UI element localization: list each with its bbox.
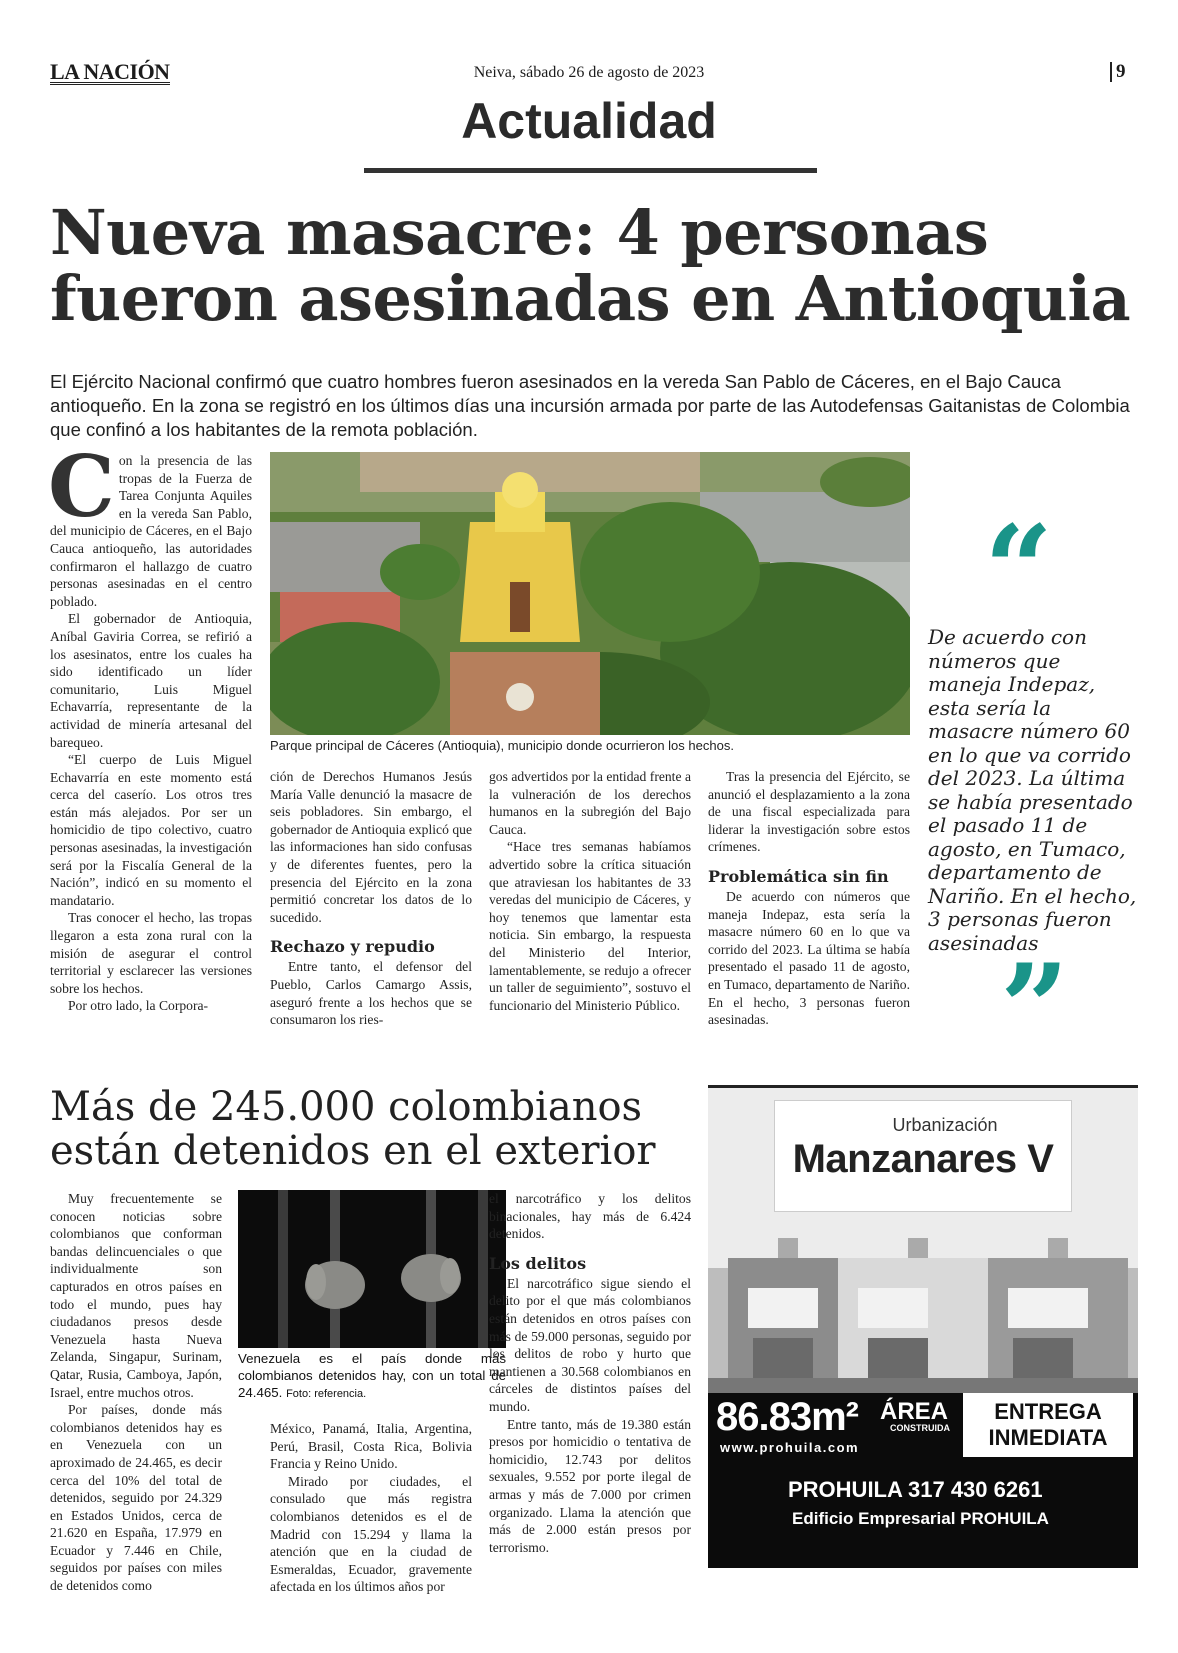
article1-col1-paragraph: “El cuerpo de Luis Miguel Echavarría en este momento está cerca del caserío. Los otros tres están más alejados. Por ser un homicidio de tipo colectivo, cuatro personas asesinadas, la investigación será por la Fiscalía General de la Nación”, indicó en su momento el mandatario.: [50, 752, 252, 908]
ad-delivery-line2: INMEDIATA: [988, 1425, 1108, 1450]
photo-credit: Foto: referencia.: [286, 1388, 367, 1400]
section-title: Actualidad: [461, 93, 717, 149]
ad-houses-photo: [708, 1088, 1138, 1393]
ad-website-link[interactable]: www.prohuila.com: [720, 1440, 860, 1455]
photo-caption: Parque principal de Cáceres (Antioquia), municipio donde ocurrieron los hechos.: [270, 738, 734, 753]
article1-col2-paragraph: Entre tanto, el defensor del Pueblo, Carlos Camargo Assis, aseguró frente a los hechos que se consumaron los ries-: [270, 959, 472, 1028]
article1-col1-paragraph: El gobernador de Antioquia, Aníbal Gaviria Correa, se refirió a los asesinatos, entre los cuales ha sido identificado un líder comunitario, Luis Miguel Echavarría, representante de la actividad de minería artesanal del barequeo.: [50, 611, 252, 750]
ad-phone-number[interactable]: 317 430 6261: [908, 1477, 1043, 1502]
housing-advertisement[interactable]: [708, 1085, 1138, 1565]
dateline: Neiva, sábado 26 de agosto de 2023: [473, 64, 705, 81]
article2-col3-paragraph: Entre tanto, más de 19.380 están presos por homicidio o tentativa de homicidio, 12.743 por delitos sexuales, 9.552 por porte ilegal de armas y más de 7.000 por crimen organizado. Llama la atención que más de 2.000 están presos por terrorismo.: [489, 1416, 691, 1555]
article1-col3-paragraph: gos advertidos por la entidad frente a la vulneración de los derechos humanos en la subregión del Bajo Cauca.: [489, 769, 691, 837]
pull-quote: [928, 499, 1138, 1079]
subhead-problematica: Problemática sin fin: [708, 866, 889, 886]
page-number: 9: [1110, 62, 1126, 82]
article2-col2-paragraph: Mirado por ciudades, el consulado que más registra colombianos detenidos es el de Madrid con 15.294 y llama la atención que en la ciudad de Esmeraldas, Ecuador, gravemente afectada en los últimos años por: [270, 1473, 472, 1595]
ad-delivery-badge: [963, 1393, 1133, 1457]
prison-bars-photo: [238, 1190, 506, 1348]
article1-headline-line2: fueron asesinadas en Antioquia: [50, 262, 1131, 335]
article1-col2-paragraph: ción de Derechos Humanos Jesús María Valle denunció la masacre de seis pobladores. Sin embargo, el gobernador de Antioquia explicó que las informaciones han sido confusas y de diferentes fuentes, pero la presencia del Ejército en la zona permitió concretar los datos de lo sucedido.: [270, 769, 472, 925]
ad-brand-name: PROHUILA: [788, 1477, 903, 1502]
article1-column-4: [708, 768, 910, 1029]
article2-col3-paragraph: El narcotráfico sigue siendo el delito por el que más colombianos están detenidos en otros países con más de 59.000 personas, seguido por los delitos de robo y hurto que mantienen a 30.568 colombianos en cárceles de distintos países del mundo.: [489, 1275, 691, 1414]
article2-col1-paragraph: Muy frecuentemente se conocen noticias sobre colombianos que conforman bandas delincuenciales o que individualmente son capturados en otros países en todo el mundo, pues hay ciudadanos presos desde Venezuela hasta Nueva Zelanda, Singapur, Surinam, Qatar, Rusia, Camboya, Japón, Israel, entre muchos otros.: [50, 1191, 222, 1400]
town-aerial-photo: [270, 452, 910, 735]
article2-col1-paragraph: Por países, donde más colombianos detenidos hay es en Venezuela con un aproximado de 24.465, es decir cerca del 10% del total de detenidos, seguido por 24.329 en Estados Unidos, cerca de 21.620 en España, 17.979 en Ecuador y 7.446 en Chile, seguidos por países con miles de detenidos como: [50, 1402, 222, 1594]
article1-col4-paragraph: Tras la presencia del Ejército, se anunció el desplazamiento a la zona de una fiscal especializada para liderar la investigación sobre estos crímenes.: [708, 769, 910, 855]
ad-logo-small-text: Urbanización: [892, 1115, 998, 1135]
prison-bars-illustration: [238, 1190, 506, 1348]
article2-col3-paragraph: el narcotráfico y los delitos binacionales, hay más de 6.424 detenidos.: [489, 1191, 691, 1242]
article2-headline-line2: están detenidos en el exterior: [50, 1128, 656, 1174]
article2-headline-line1: Más de 245.000 colombianos: [50, 1084, 643, 1130]
article1-col3-paragraph: “Hace tres semanas habíamos advertido sobre la crítica situación que atraviesan los habitantes de 33 veredas del municipio de Cáceres, y hoy tenemos que lamentar esta noticia. Sin embargo, la respuesta del Ministerio del Interior, lamentablemente, se redujo a ofrecer un taller de seguimiento”, sostuvo el funcionario del Ministerio Público.: [489, 839, 691, 1013]
article2-col2-paragraph: México, Panamá, Italia, Argentina, Perú, Brasil, Costa Rica, Bolivia Francia y Reino Unido.: [270, 1421, 472, 1472]
open-quote-icon: “: [984, 499, 1054, 640]
town-aerial-illustration: [270, 452, 910, 735]
close-quote-icon: ”: [1000, 938, 1070, 1079]
section-rule: [364, 168, 817, 173]
article1-col4-paragraph: De acuerdo con números que maneja Indepaz, esta sería la masacre número 60 en lo que va corrido del 2023. La última se había presentado el pasado 11 de agosto, en Tumaco, departamento de Nariño. En el hecho, 3 personas fueron asesinadas.: [708, 888, 910, 1028]
ad-area-sublabel: CONSTRUIDA: [890, 1423, 950, 1433]
ad-info-panel: [708, 1393, 1138, 1568]
article1-col1-paragraph: Por otro lado, la Corpora-: [68, 998, 209, 1014]
article2-column-1: [50, 1190, 222, 1595]
dropcap: C: [48, 437, 115, 536]
article1-col1-paragraph: Tras conocer el hecho, las tropas llegaron a esta zona rural con la misión de asegurar el control territorial y esclarecer las versiones sobre los hechos.: [50, 910, 252, 996]
article1-headline-line1: Nueva masacre: 4 personas: [50, 196, 989, 269]
photo-caption: Venezuela es el país donde más colombianos detenidos hay, con un total de 24.465. Foto: referencia.: [238, 1351, 506, 1400]
article2-headline: [50, 1085, 690, 1173]
masthead-logo: LA NACIÓN: [50, 59, 170, 84]
ad-area-label: ÁREA: [880, 1398, 949, 1425]
article1-column-2: [270, 768, 472, 1029]
subhead-rechazo: Rechazo y repudio: [270, 937, 435, 957]
article1-lede: El Ejército Nacional confirmó que cuatro hombres fueron asesinados en la vereda San Pablo de Cáceres, en el Bajo Cauca antioqueño. En la zona se registró en los últimos días una incursión armada por parte de las Autodefensas Gaitanistas de Colombia que confinó a los habitantes de la remota población.: [50, 371, 1130, 440]
ad-logo: [774, 1100, 1072, 1212]
article1-column-1: [48, 437, 252, 1015]
article2-column-3: [489, 1190, 691, 1556]
ad-address: Edificio Empresarial PROHUILA: [792, 1509, 1049, 1528]
ad-delivery-line1: ENTREGA: [994, 1399, 1102, 1424]
subhead-delitos: Los delitos: [489, 1253, 587, 1273]
article1-column-3: [489, 768, 691, 1014]
article1-headline: [50, 196, 1140, 335]
pull-quote-text: De acuerdo con números que maneja Indepaz, esta sería la masacre número 60 en lo que va corrido del 2023. La última se había presentado el pasado 11 de agosto, en Tumaco, departamento de Nariño. En el hecho, 3 personas fueron asesinadas: [928, 625, 1137, 955]
ad-logo-big-text: Manzanares V: [792, 1137, 1054, 1181]
article1-col1-paragraph: Con la presencia de las tropas de la Fuerza de Tarea Conjunta Aquiles en la vereda San Pablo, del municipio de Cáceres, en el Bajo Cauca antioqueño, las autoridades confirmaron el hallazgo de cuatro personas asesinadas en el centro poblado.: [48, 437, 252, 609]
article2-column-2: [270, 1420, 472, 1596]
ad-area-value: 86.83m²: [716, 1395, 858, 1439]
